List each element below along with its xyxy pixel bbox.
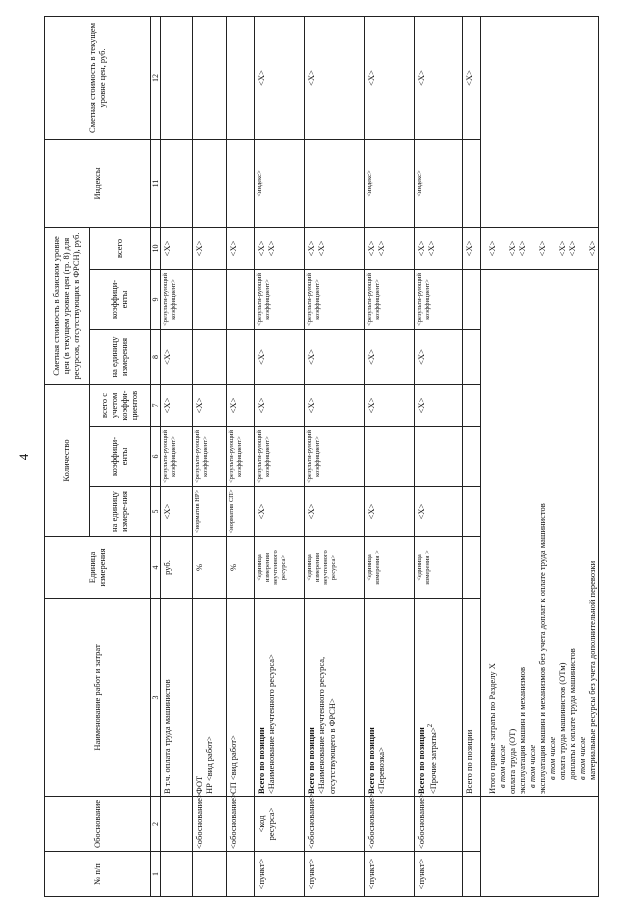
- summary-line: материальные ресурсы без учета дополнительной перевозки: [587, 560, 598, 780]
- header-index: Индексы: [45, 139, 151, 227]
- header-no: № п/п: [45, 852, 151, 897]
- row-total-label: Всего по позиции: [306, 727, 317, 794]
- row-total-label: Всего по позиции: [463, 599, 481, 797]
- row-qty: <X>: [255, 487, 305, 537]
- row-qty-total: <X>: [227, 384, 255, 426]
- summary-line: эксплуатация машин и механизмов: [517, 666, 528, 794]
- header-name: Наименование работ и затрат: [45, 599, 151, 797]
- row-unit: <единица измерения неучтенного ресурса>: [255, 537, 305, 599]
- table-row: [415, 16, 463, 896]
- row-price-total: <X>: [227, 227, 255, 269]
- row-punkt: <пункт>: [365, 852, 415, 897]
- row-qty-coef: <результи-рующий коэффициент>: [161, 427, 193, 487]
- row-index: <индекс>: [365, 139, 415, 227]
- rotated-page: [8, 17, 628, 897]
- row-price-total: [365, 227, 415, 269]
- row-current: <X>: [305, 16, 365, 139]
- summary-list: [487, 272, 597, 794]
- row-unit: %: [193, 537, 227, 599]
- summary-value: [577, 230, 587, 267]
- row-resource-name-text: <Прочие затраты>: [428, 727, 439, 794]
- summary-line: в том числе: [527, 744, 538, 788]
- row-qty: <X>: [365, 487, 415, 537]
- row-basis: <обоснование>: [305, 797, 365, 852]
- header-basis: Обоснование: [45, 797, 151, 852]
- row-current: <X>: [463, 16, 481, 139]
- row-resource-name: <Наименование неучтенного ресурса>: [266, 654, 277, 794]
- col-num: 4: [151, 537, 161, 599]
- row-unit: <единица измерения >: [365, 537, 415, 599]
- table-row: [305, 16, 365, 896]
- row-price-coef: <результи-рующий коэффициент>: [161, 269, 193, 329]
- row-resource-name: <Наименование неучтенного ресурса, отсутствующего в ФРСН>: [316, 656, 337, 794]
- header-qty: Количество: [45, 384, 90, 536]
- row-price-total: <X>: [463, 227, 481, 269]
- row-qty-coef: <результи-рующий коэффициент>: [227, 427, 255, 487]
- header-current-cost: Сметная стоимость в текущем уровне цен, руб.: [45, 16, 151, 139]
- row-price-total-b: <X>: [426, 240, 437, 257]
- row-name: [415, 599, 463, 797]
- row-qty-total: <X>: [415, 384, 463, 426]
- row-resource-name: <Перевозка>: [376, 747, 387, 794]
- row-price-total-a: <X>: [366, 240, 377, 257]
- row-current: <X>: [255, 16, 305, 139]
- row-index: <индекс>: [415, 139, 463, 227]
- table-row: [365, 16, 415, 896]
- summary-line: оплата труда машинистов (ОТм): [557, 662, 568, 780]
- row-qty-total: <X>: [305, 384, 365, 426]
- row-qty: <X>: [161, 487, 193, 537]
- row-basis: <код ресурса>: [255, 797, 305, 852]
- summary-line: в том числе: [577, 736, 588, 780]
- row-unit: <единица измерения неучтенного ресурса>: [305, 537, 365, 599]
- row-price: <X>: [415, 329, 463, 384]
- row-qty-coef: <результи-рующий коэффициент>: [305, 427, 365, 487]
- row-qty-total: <X>: [161, 384, 193, 426]
- row-total-label: Всего по позиции: [366, 727, 377, 794]
- row-basis: <обоснование>: [365, 797, 415, 852]
- col-num: 1: [151, 852, 161, 897]
- col-num: 9: [151, 269, 161, 329]
- row-qty: <норматив НР>: [193, 487, 227, 537]
- header-qty-coef: коэффици-енты: [90, 427, 151, 487]
- summary-values-list: [487, 230, 597, 267]
- row-price-total-b: <X>: [376, 240, 387, 257]
- col-num: 10: [151, 227, 161, 269]
- summary-value: [527, 230, 537, 267]
- summary-value: <X>: [557, 240, 568, 257]
- col-num: 6: [151, 427, 161, 487]
- header-cost-per-unit: на единицу измерения: [90, 329, 151, 384]
- row-price-total: [305, 227, 365, 269]
- row-basis: <обоснование>: [193, 797, 227, 852]
- row-index: <индекс>: [255, 139, 305, 227]
- row-price-coef: <результи-рующий коэффициент>: [365, 269, 415, 329]
- header-cost-total: всего: [90, 227, 151, 269]
- header-cost: Сметная стоимость в базисном уровне цен (в текущем уровне цен (гр. 8) для ресурсов, отсутствующих в ФРСН), руб.: [45, 227, 90, 384]
- summary-value: <X>: [517, 240, 528, 257]
- row-unit: руб.: [161, 537, 193, 599]
- col-num: 12: [151, 16, 161, 139]
- summary-value: <X>: [587, 240, 598, 257]
- summary-row: [481, 16, 599, 896]
- row-price-total-a: <X>: [256, 240, 267, 257]
- row-price: <X>: [365, 329, 415, 384]
- table-row: [255, 16, 305, 896]
- col-num: 8: [151, 329, 161, 384]
- row-qty: <X>: [415, 487, 463, 537]
- col-num: 7: [151, 384, 161, 426]
- summary-value: [547, 230, 557, 267]
- row-price-total-a: <X>: [306, 240, 317, 257]
- row-punkt: <пункт>: [415, 852, 463, 897]
- row-qty: <X>: [305, 487, 365, 537]
- summary-labels: [481, 269, 599, 796]
- row-price: <X>: [305, 329, 365, 384]
- estimate-table: [44, 16, 599, 897]
- header-unit: Единица измерения: [45, 537, 151, 599]
- row-total-label: Всего по позиции: [416, 727, 427, 794]
- row-name: [193, 599, 227, 797]
- summary-values: [481, 227, 599, 269]
- row-price-total-a: <X>: [416, 240, 427, 257]
- col-num: 3: [151, 599, 161, 797]
- col-num: 11: [151, 139, 161, 227]
- row-name-fot: ФОТ: [194, 775, 205, 794]
- summary-value: <X>: [567, 240, 578, 257]
- summary-value: <X>: [537, 240, 548, 257]
- summary-value: [497, 230, 507, 267]
- row-price: <X>: [255, 329, 305, 384]
- footnote-mark: 2: [426, 723, 435, 728]
- row-unit: %: [227, 537, 255, 599]
- summary-line: в том числе: [497, 744, 508, 788]
- summary-line: Итого прямые затраты по Разделу X: [487, 663, 498, 794]
- summary-value: <X>: [507, 240, 518, 257]
- table-row: [161, 16, 193, 896]
- row-total-label: Всего по позиции: [256, 727, 267, 794]
- row-price-total: <X>: [193, 227, 227, 269]
- header-qty-per-unit: на единицу измере-ния: [90, 487, 151, 537]
- row-current: <X>: [365, 16, 415, 139]
- col-num: 2: [151, 797, 161, 852]
- row-punkt: <пункт>: [305, 852, 365, 897]
- row-name: [255, 599, 305, 797]
- summary-line: оплата труда (ОТ): [507, 728, 518, 794]
- table-row: [193, 16, 227, 896]
- summary-line: эксплуатация машин и механизмов без учета доплат к оплате труда машинистов: [537, 503, 548, 794]
- row-qty-total: <X>: [193, 384, 227, 426]
- table-row: [227, 16, 255, 896]
- row-name: [365, 599, 415, 797]
- row-basis: <обоснование>: [227, 797, 255, 852]
- row-price-coef: <результи-рующий коэффициент>: [415, 269, 463, 329]
- row-price: <X>: [161, 329, 193, 384]
- table-row: [463, 16, 481, 896]
- row-qty: <норматив СП>: [227, 487, 255, 537]
- header-cost-coef: коэффици-енты: [90, 269, 151, 329]
- row-qty-total: <X>: [255, 384, 305, 426]
- row-name: [305, 599, 365, 797]
- row-qty-total: <X>: [365, 384, 415, 426]
- row-name-nr: НР <вид работ>: [204, 736, 215, 794]
- row-resource-name: [426, 601, 438, 794]
- page-number: 4: [16, 453, 31, 461]
- row-basis: <обоснование>: [415, 797, 463, 852]
- row-price-total-b: <X>: [266, 240, 277, 257]
- row-current: <X>: [415, 16, 463, 139]
- row-price-total: <X>: [161, 227, 193, 269]
- col-num: 5: [151, 487, 161, 537]
- summary-value: <X>: [487, 240, 498, 257]
- row-price-coef: <результи-рующий коэффициент>: [255, 269, 305, 329]
- row-qty-coef: <результи-рующий коэффициент>: [193, 427, 227, 487]
- row-name: СП <вид работ>: [227, 599, 255, 797]
- row-price-total-b: <X>: [316, 240, 327, 257]
- row-price-total: [255, 227, 305, 269]
- row-punkt: <пункт>: [255, 852, 305, 897]
- summary-line: в том числе: [547, 736, 558, 780]
- row-unit: <единица измерения >: [415, 537, 463, 599]
- row-price-total: [415, 227, 463, 269]
- column-numbers-row: [151, 16, 161, 896]
- row-name: В т.ч. оплата труда машинистов: [161, 599, 193, 797]
- summary-line: доплаты к оплате труда машинистов: [567, 648, 578, 780]
- row-price-coef: <результи-рующий коэффициент>: [305, 269, 365, 329]
- header-qty-total: всего с учетом коэффи-циентов: [90, 384, 151, 426]
- row-qty-coef: <результи-рующий коэффициент>: [255, 427, 305, 487]
